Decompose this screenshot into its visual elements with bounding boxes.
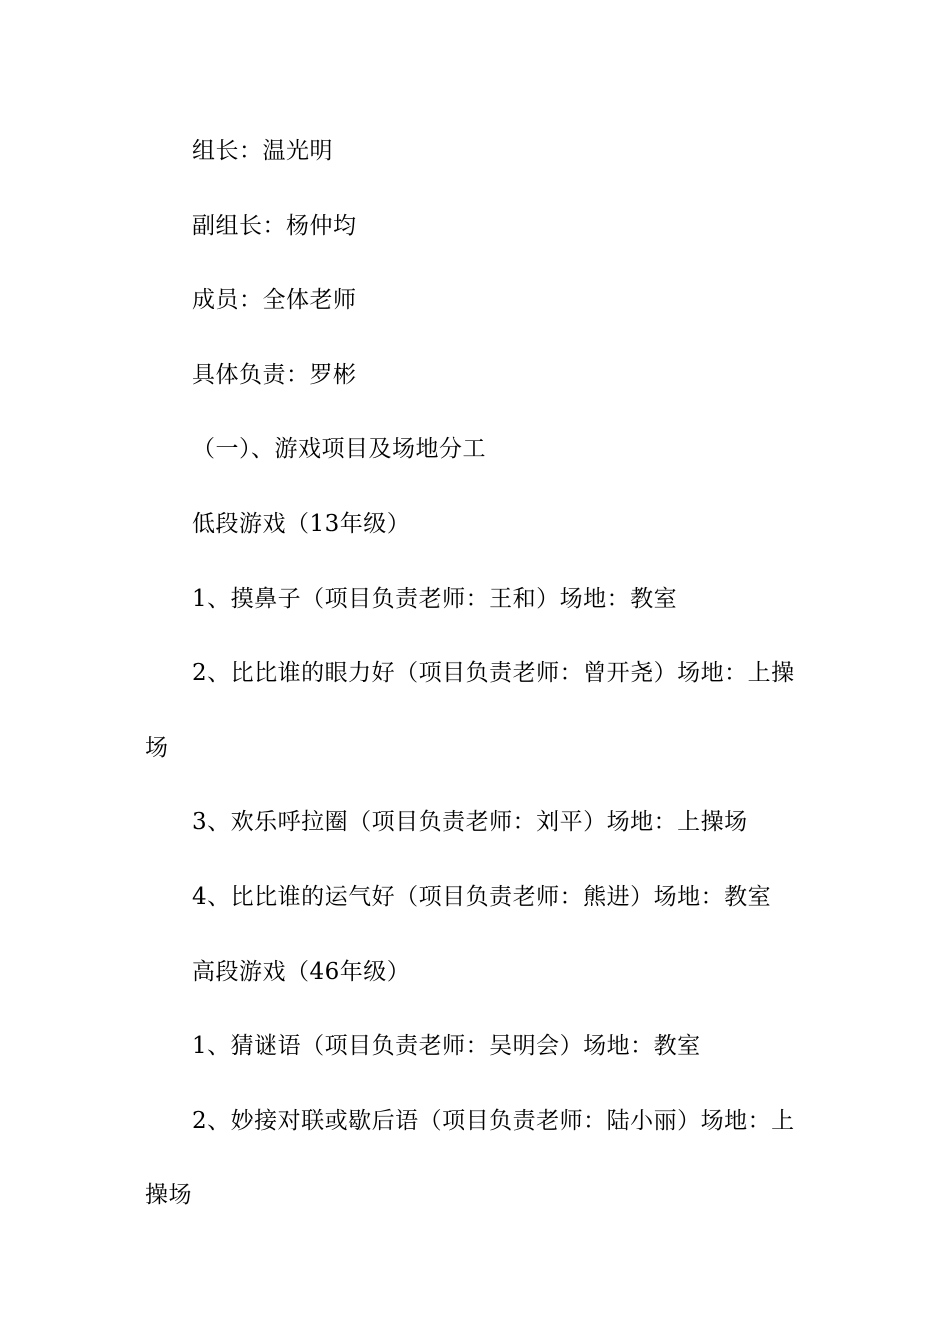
document-body: [145, 126, 815, 1245]
deputy-leader-line: 副组长：杨仲均: [192, 212, 357, 239]
low-game-item-1: 1、摸鼻子（项目负责老师：王和）场地：教室: [192, 585, 678, 612]
members-line: 成员：全体老师: [192, 287, 357, 314]
high-game-item-2: 2、妙接对联或歇后语（项目负责老师：陆小丽）场地：上: [192, 1107, 795, 1134]
high-game-item-1: 1、猜谜语（项目负责老师：吴明会）场地：教室: [192, 1033, 701, 1060]
low-game-item-3: 3、欢乐呼拉圈（项目负责老师：刘平）场地：上操场: [192, 809, 748, 836]
low-grade-heading: 低段游戏（13年级）: [192, 510, 411, 537]
responsible-line: 具体负责：罗彬: [192, 361, 357, 388]
section-heading: （一）、游戏项目及场地分工: [192, 436, 486, 463]
high-game-item-2-continued: 操场: [145, 1182, 192, 1209]
low-game-item-4: 4、比比谁的运气好（项目负责老师：熊进）场地：教室: [192, 883, 772, 910]
leader-line: 组长：温光明: [192, 138, 333, 164]
low-game-item-2: 2、比比谁的眼力好（项目负责老师：曾开尧）场地：上操: [192, 660, 795, 687]
low-game-item-2-continued: 场: [145, 734, 169, 761]
high-grade-heading: 高段游戏（46年级）: [192, 958, 411, 985]
